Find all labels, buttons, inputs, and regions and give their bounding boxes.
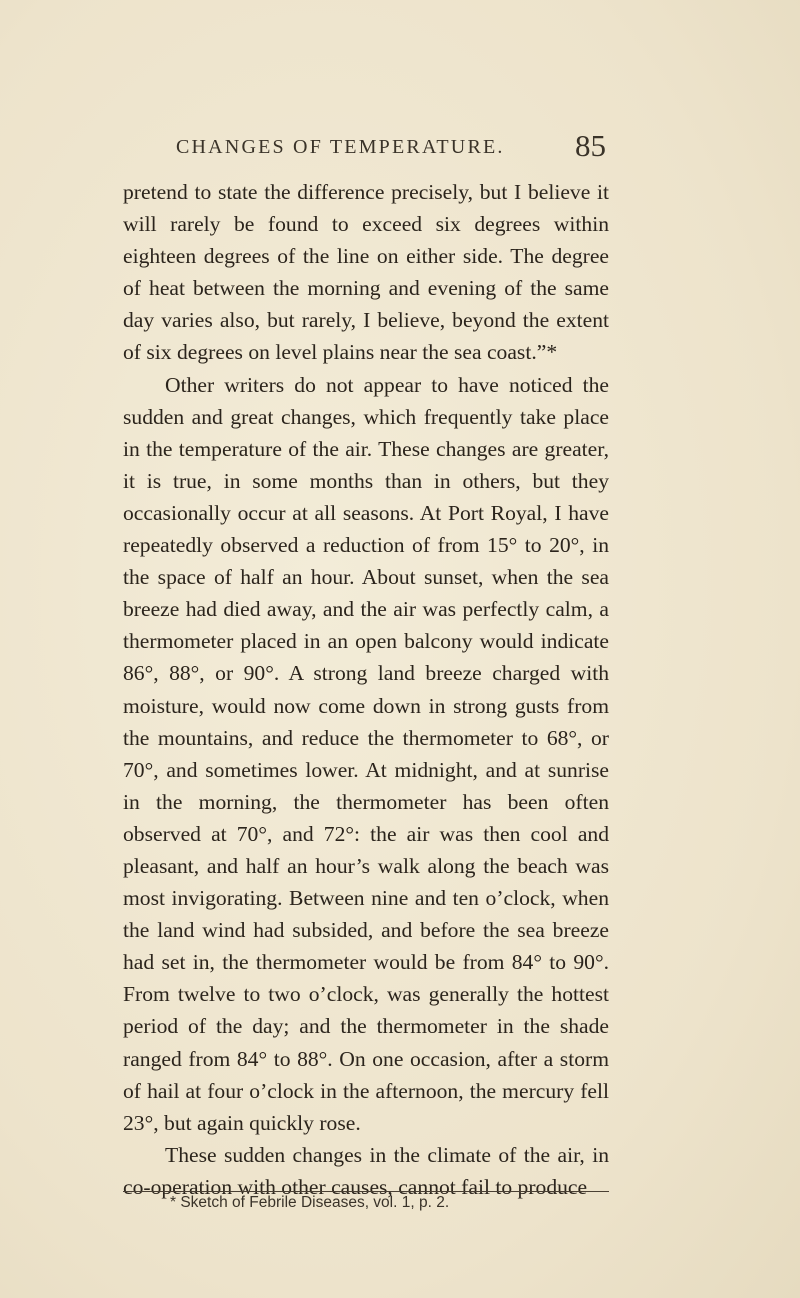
running-head: CHANGES OF TEMPERATURE. (176, 136, 505, 158)
paragraph: pretend to state the difference precisely, but I believe it will rarely be found to exceed six degrees within eighteen degrees of the line on either side. The degree of heat between the morning and evening of the same day varies also, but rarely, I believe, beyond the extent of six degrees on level plains near the sea coast.”* (123, 180, 609, 365)
page-number: 85 (575, 128, 606, 163)
footnote: * Sketch of Febrile Diseases, vol. 1, p. 2. (170, 1194, 450, 1211)
body-text (123, 176, 609, 1203)
footnote-rule (123, 1191, 609, 1192)
paragraph: Other writers do not appear to have noticed the sudden and great changes, which frequently take place in the temperature of the air. These changes are greater, it is true, in some months than in others, but they occasionally occur at all seasons. At Port Royal, I have repeatedly observed a reduction of from 15° to 20°, in the space of half an hour. About sunset, when the sea breeze had died away, and the air was perfectly calm, a thermometer placed in an open balcony would indicate 86°, 88°, or 90°. A strong land breeze charged with moisture, would now come down in strong gusts from the mountains, and reduce the thermometer to 68°, or 70°, and sometimes lower. At midnight, and at sunrise in the morning, the thermometer has been often observed at 70°, and 72°: the air was then cool and pleasant, and half an hour’s walk along the beach was most invigorating. Between nine and ten o’clock, when the land wind had subsided, and before the sea breeze had set in, the thermometer would be from 84° to 90°. From twelve to two o’clock, was generally the hottest period of the day; and the thermometer in the shade ranged from 84° to 88°. On one occasion, after a storm of hail at four o’clock in the afternoon, the mercury fell 23°, but again quickly rose. (123, 372, 609, 1135)
page-header (176, 130, 606, 166)
paragraph: These sudden changes in the climate of the air, in co-operation with other causes, cannot fail to produce (123, 1142, 609, 1199)
